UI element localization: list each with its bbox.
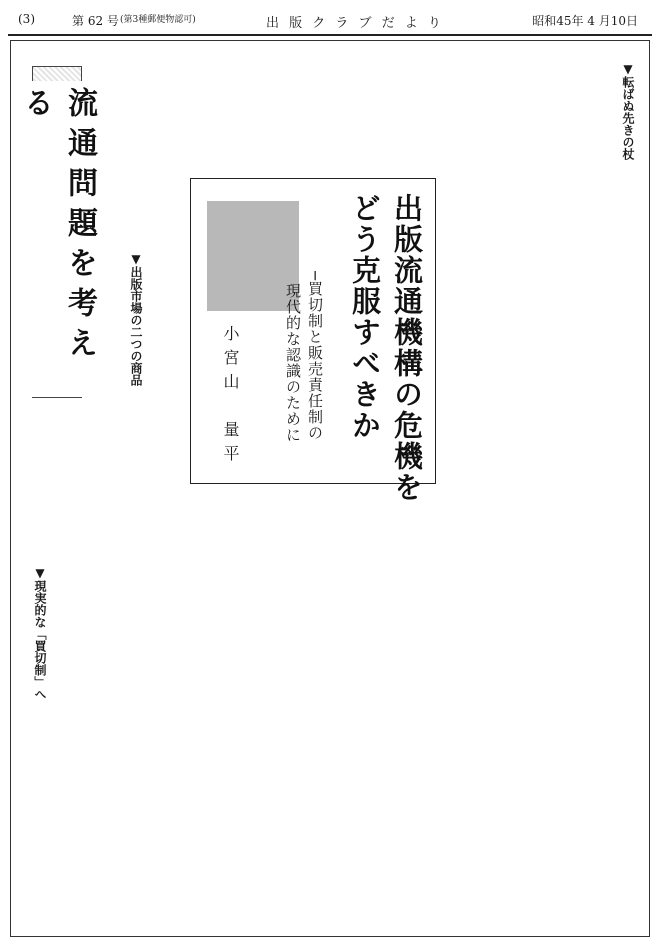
page-header [8,6,652,36]
series-banner [18,66,97,398]
postal-permit: (第3種郵便物認可) [120,15,196,25]
article-frame [10,40,650,937]
issue-date: 昭和45年 4 月10日 [532,14,638,28]
page-number: (3) [18,12,35,26]
article-title-line-2: どう克服すべきか [348,193,382,441]
author-name: 小宮山 量平 [221,325,240,469]
article-title-line-1: 出版流通機構の危機を [390,193,424,503]
section-heading-korobanu: ▼転ばぬ先きの杖 [621,62,635,160]
article-subtitle-line-1: ─買切制と販売責任制の [306,271,324,442]
newsletter-title: 出 版 ク ラ ブ だ よ り [266,16,444,31]
title-box [190,178,436,503]
issue-number: 第 62 号 [72,14,119,28]
article-subtitle-line-2: 現代的な認識のために [284,283,302,443]
section-heading-genjitsu: ▼現実的な「買切制」へ [33,566,47,700]
section-heading-shoppin: ▼出版市場の二つの商品 [129,252,143,386]
series-title: 流通問題を考える [13,81,101,397]
